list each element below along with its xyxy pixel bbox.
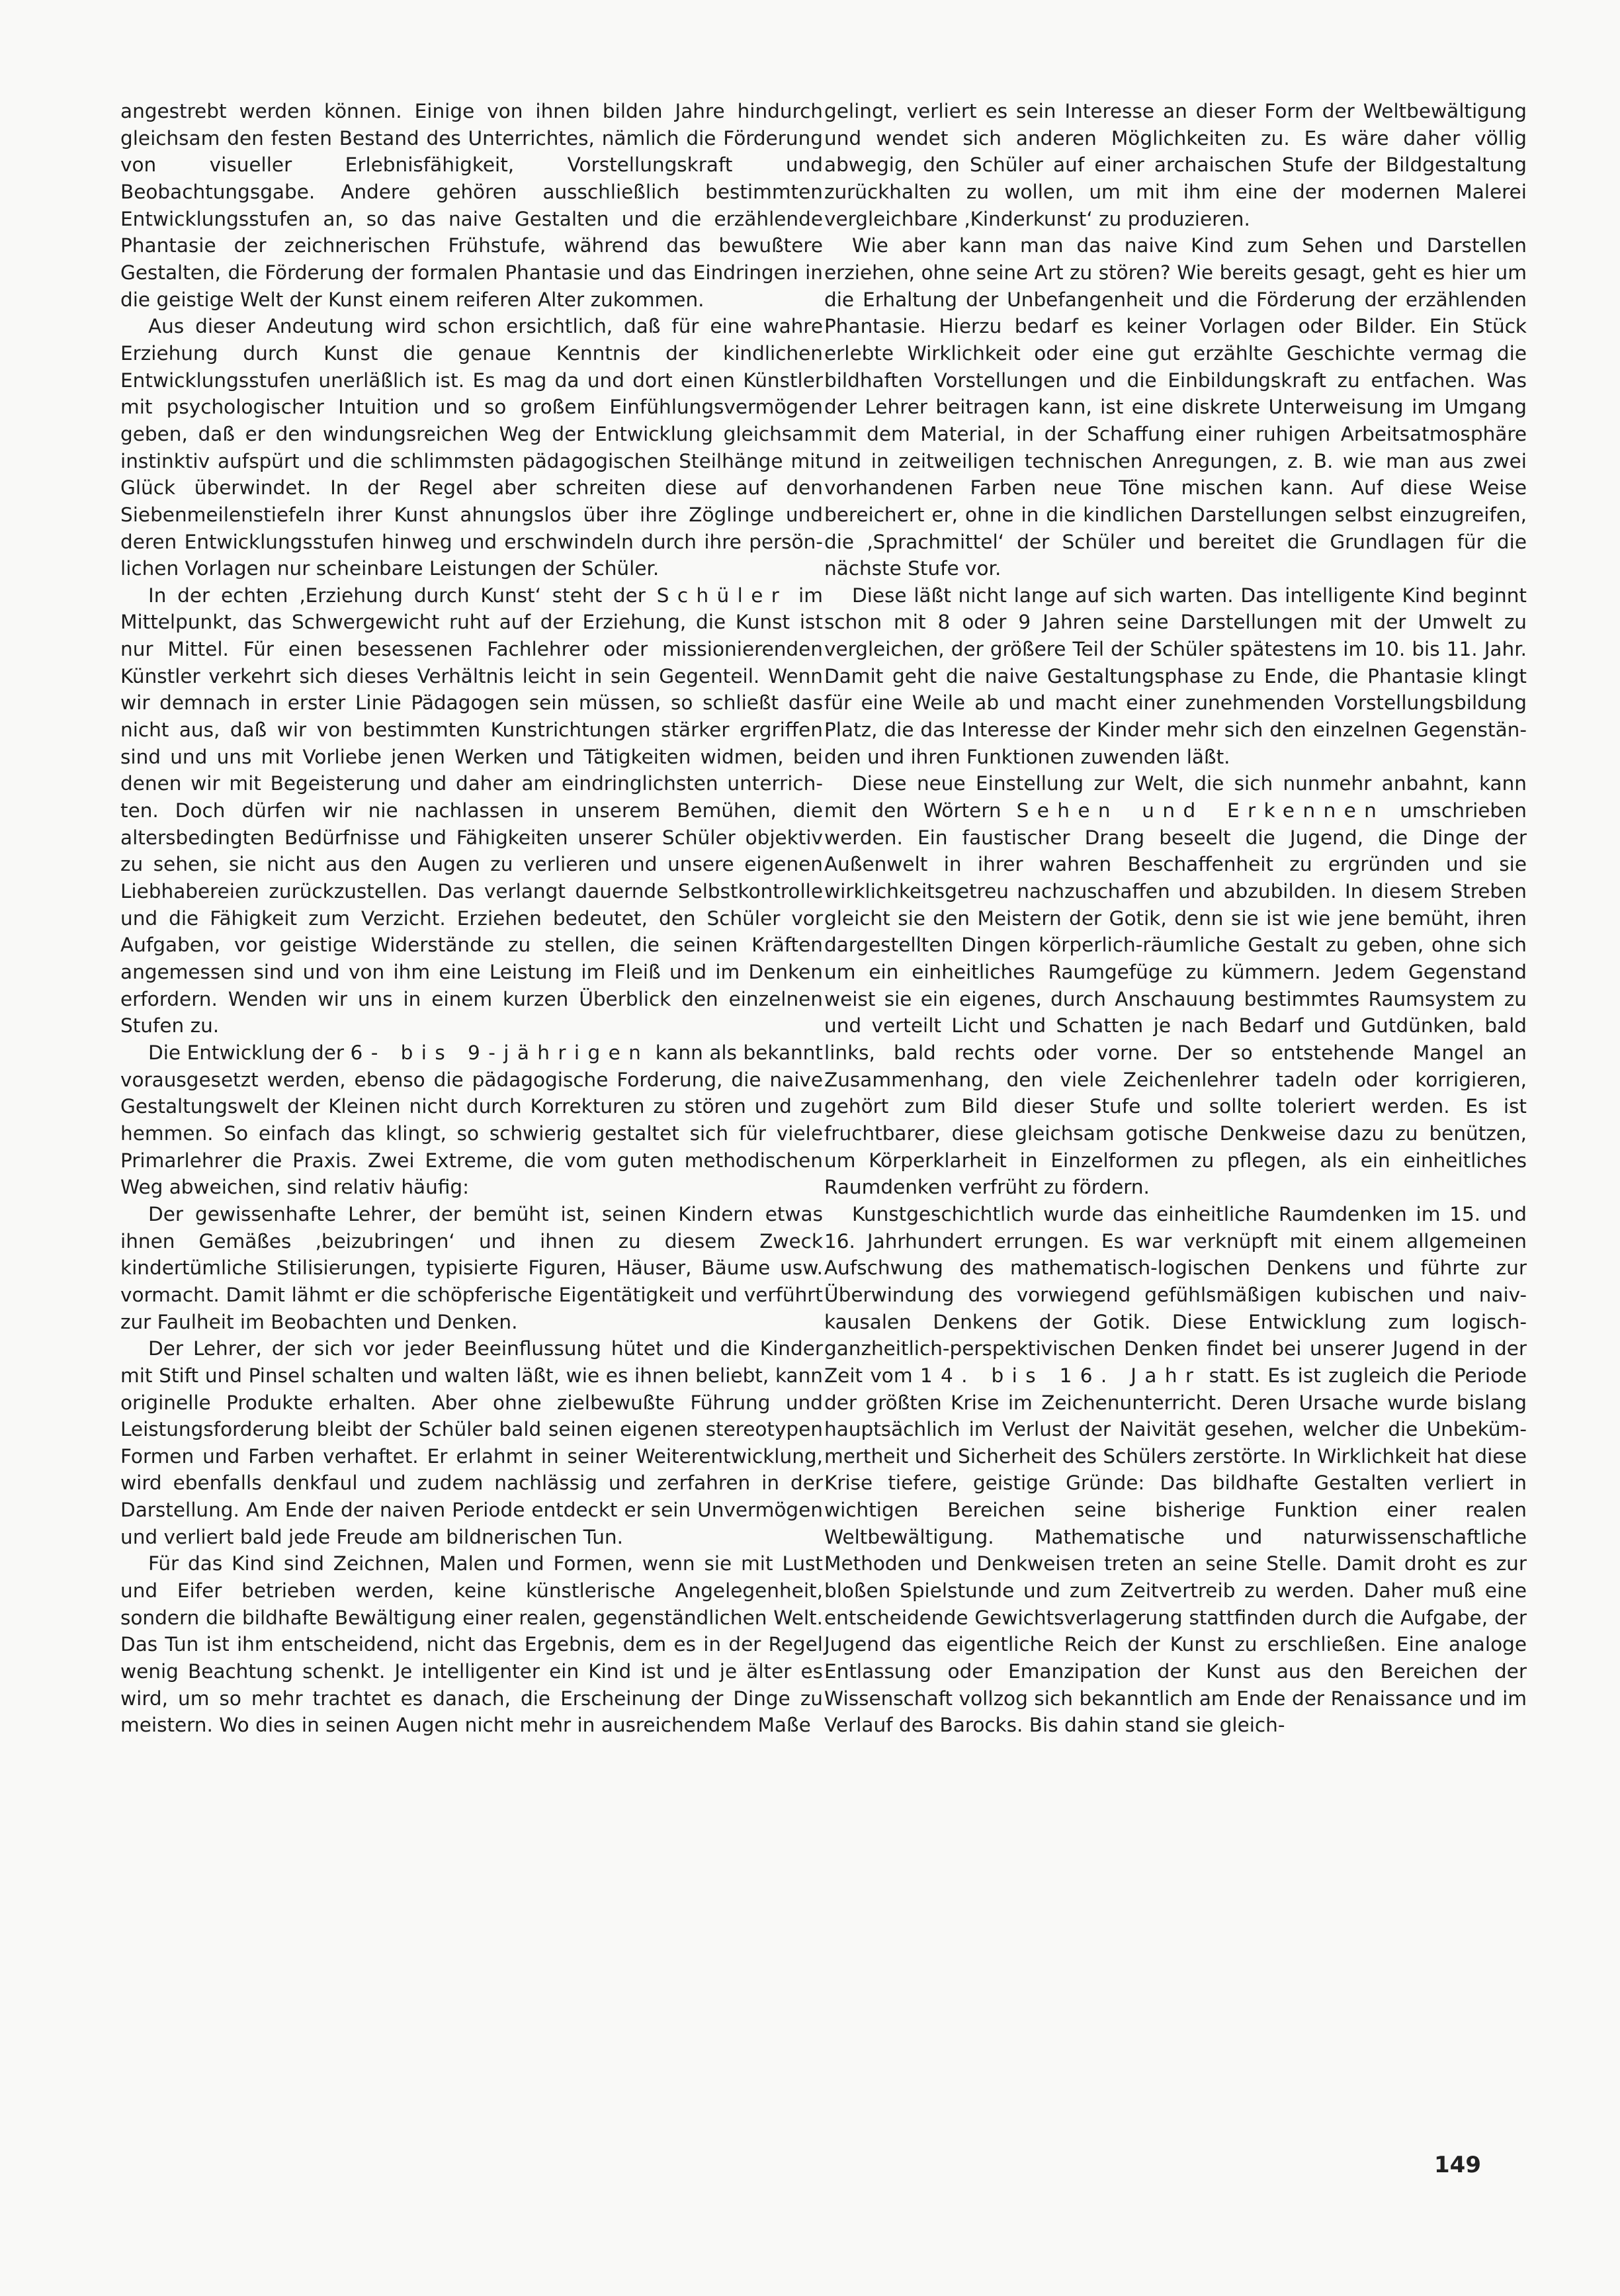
text-segment: kann als bekannt vorausgesetzt werden, ebenso die pädagogische Forderung, die naive Gestaltungswelt der Kleinen nicht durch Korrekturen zu stören und zu hemmen. So einfach das klingt, so schwierig gestaltet sich für viele Primarlehrer die Praxis. Zwei Extreme, die vom guten methodischen Weg abweichen, sind relativ häufig: xyxy=(120,1041,824,1199)
text-segment: umschrieben werden. Ein faustischer Drang beseelt die Jugend, die Dinge der Außenwelt in ihrer wahren Beschaffenheit zu ergründen und sie wirklichkeitsgetreu nachzuschaffen und abzubilden. In diesem Streben gleicht sie den Meistern der Gotik, denn sie ist wie jene bemüht, ihren dargestellten Dingen körperlich-räumliche Gestalt zu geben, ohne sich um ein einheitliches Raumgefüge zu kümmern. Jedem Gegenstand weist sie ein eigenes, durch Anschauung bestimmtes Raumsystem zu und verteilt Licht und Schatten je nach Bedarf und Gutdünken, bald links, bald rechts oder vorne. Der so entstehende Mangel an Zusammenhang, den viele Zeichenlehrer tadeln oder korrigieren, gehört zum Bild dieser Stufe und sollte toleriert werden. Es ist fruchtbarer, diese gleichsam gotische Denkweise dazu zu benützen, um Körperklarheit in Einzelformen zu pflegen, als ein einheitliches Raumdenken verfrüht zu fördern. xyxy=(824,799,1527,1199)
text-segment: Diese neue Einstellung zur Welt, die sich nunmehr anbahnt, kann mit den Wörtern xyxy=(824,772,1527,822)
paragraph xyxy=(824,770,1527,1201)
paragraph xyxy=(120,1039,823,1201)
page-number: 149 xyxy=(1434,2152,1481,2178)
paragraph xyxy=(824,232,1527,582)
paragraph xyxy=(824,582,1527,771)
text-segment: Der gewissenhafte Lehrer, der bemüht ist, seinen Kindern etwas ihnen Gemäßes ‚beizubringen‘ und ihnen zu diesem Zweck kindertümliche Stilisierungen, typisierte Figuren, Häuser, Bäume usw. vormacht. Damit lähmt er die schöpferische Eigentätigkeit und verführt zur Faulheit im Beobachten und Denken. xyxy=(120,1202,823,1333)
text-segment: Der Lehrer, der sich vor jeder Beeinflussung hütet und die Kinder mit Stift und Pinsel schalten und walten läßt, wie es ihnen beliebt, kann originelle Produkte erhalten. Aber ohne zielbewußte Führung und Leistungsforderung bleibt der Schüler bald seinen eigenen stereotypen Formen und Farben verhaftet. Er erlahmt in seiner Weiterentwicklung, wird ebenfalls denkfaul und zudem nachlässig und zerfahren in der Darstellung. Am Ende der naiven Periode entdeckt er sein Unvermögen und verliert bald jede Freude am bildnerischen Tun. xyxy=(120,1337,823,1548)
text-segment: Für das Kind sind Zeichnen, Malen und Formen, wenn sie mit Lust und Eifer betrieben werden, keine künstlerische Angelegenheit, sondern die bildhafte Bewältigung einer realen, gegenständlichen Welt. Das Tun ist ihm entscheidend, nicht das Ergebnis, dem es in der Regel wenig Beachtung schenkt. Je intelligenter ein Kind ist und je älter es wird, um so mehr trachtet es danach, die Erscheinung der Dinge zu meistern. Wo dies in seinen Augen nicht mehr in ausreichendem Maße xyxy=(120,1552,823,1737)
spaced-emphasis-text: Sehen und Erkennen xyxy=(1016,799,1385,822)
text-segment: im Mittelpunkt, das Schwergewicht ruht auf der Erziehung, die Kunst ist nur Mittel. Für einen besessenen Fachlehrer oder missionierenden Künstler verkehrt sich dieses Verhältnis leicht in sein Gegenteil. Wenn wir demnach in erster Linie Pädagogen sein müssen, so schließt das nicht aus, daß wir von bestimmten Kunstrichtungen stärker ergriffen sind und uns mit Vorliebe jenen Werken und Tätigkeiten widmen, bei denen wir mit Begeisterung und daher am eindringlichsten unterrichten. Doch dürfen wir nie nachlassen in unserem Bemühen, die altersbedingten Bedürfnisse und Fähigkeiten unserer Schüler objektiv zu sehen, sie nicht aus den Augen zu verlieren und unsere eigenen Liebhabereien zurückzustellen. Das verlangt dauernde Selbstkontrolle und die Fähigkeit zum Verzicht. Erziehen bedeutet, den Schüler vor Aufgaben, vor geistige Widerstände zu stellen, die seinen Kräften angemessen sind und von ihm eine Leistung im Fleiß und im Denken erfordern. Wenden wir uns in einem kurzen Überblick den einzelnen Stufen zu. xyxy=(120,584,823,1038)
text-segment: Die Entwicklung der xyxy=(148,1041,351,1064)
text-segment: Kunstgeschichtlich wurde das einheitliche Raumdenken im 15. und 16. Jahrhundert errungen. Es war verknüpft mit einem allgemeinen Aufschwung des mathematisch-logischen Denkens und führte zur Überwindung des vorwiegend gefühlsmäßigen kubischen und naiv-kausalen Denkens der Gotik. Diese Entwicklung zum logisch-ganzheitlich-perspektivischen Denken findet bei unserer Jugend in der Zeit vom xyxy=(824,1202,1527,1387)
text-segment: Aus dieser Andeutung wird schon ersichtlich, daß für eine wahre Erziehung durch Kunst die genaue Kenntnis der kindlichen Entwicklungsstufen unerläßlich ist. Es mag da und dort einen Künstler mit psychologischer Intuition und so großem Einfühlungsvermögen geben, daß er den windungsreichen Weg der Entwicklung gleichsam instinktiv aufspürt und die schlimmsten pädagogischen Steilhänge mit Glück überwindet. In der Regel aber schreiten diese auf den Siebenmeilenstiefeln ihrer Kunst ahnungslos über ihre Zöglinge und deren Entwicklungsstufen hinweg und erschwindeln durch ihre persönlichen Vorlagen nur scheinbare Leistungen der Schüler. xyxy=(120,315,823,580)
paragraph xyxy=(120,582,823,1039)
text-segment: statt. Es ist zugleich die Periode der größten Krise im Zeichenunterricht. Deren Ursache wurde bislang hauptsächlich im Verlust der Naivität gesehen, welcher die Unbekümmertheit und Sicherheit des Schülers zerstörte. In Wirklichkeit hat diese Krise tiefere, geistige Gründe: Das bildhafte Gestalten verliert in wichtigen Bereichen seine bisherige Funktion einer realen Weltbewältigung. Mathematische und naturwissenschaftliche Methoden und Denkweisen treten an seine Stelle. Damit droht es zur bloßen Spielstunde und zum Zeitvertreib zu werden. Daher muß eine entscheidende Gewichtsverlagerung stattfinden durch die Aufgabe, der Jugend das eigentliche Reich der Kunst zu erschließen. Eine analoge Entlassung oder Emanzipation der Kunst aus den Bereichen der Wissenschaft vollzog sich bekanntlich am Ende der Renaissance und im Verlauf des Barocks. Bis dahin stand sie gleich- xyxy=(824,1364,1527,1737)
spaced-emphasis-text: Schüler xyxy=(656,584,788,607)
spaced-emphasis-text: 14. bis 16. Jahr xyxy=(919,1364,1202,1387)
paragraph xyxy=(824,98,1527,232)
paragraph xyxy=(824,1201,1527,1739)
text-segment: gelingt, verliert es sein Interesse an dieser Form der Weltbewältigung und wendet sich anderen Möglichkeiten zu. Es wäre daher völlig abwegig, den Schüler auf einer archaischen Stufe der Bildgestaltung zurückhalten zu wollen, um mit ihm eine der modernen Malerei vergleichbare ‚Kinderkunst‘ zu produzieren. xyxy=(824,100,1527,230)
right-text-column xyxy=(824,98,1527,1739)
paragraph xyxy=(120,1335,823,1550)
left-text-column xyxy=(120,98,823,1739)
text-segment: In der echten ‚Erziehung durch Kunst‘ steht der xyxy=(148,584,657,607)
text-segment: angestrebt werden können. Einige von ihnen bilden Jahre hindurch gleichsam den festen Bestand des Unterrichtes, nämlich die Förderung von visueller Erlebnisfähigkeit, Vorstellungskraft und Beobachtungsgabe. Andere gehören ausschließlich bestimmten Entwicklungsstufen an, so das naive Gestalten und die erzählende Phantasie der zeichnerischen Frühstufe, während das bewußtere Gestalten, die Förderung der formalen Phantasie und das Eindringen in die geistige Welt der Kunst einem reiferen Alter zukommen. xyxy=(120,100,823,311)
spaced-emphasis-text: 6- bis 9-jährigen xyxy=(350,1041,650,1064)
paragraph xyxy=(120,1550,823,1739)
paragraph xyxy=(120,98,823,313)
text-segment: Diese läßt nicht lange auf sich warten. Das intelligente Kind beginnt schon mit 8 oder 9 Jahren seine Darstellungen mit der Umwelt zu vergleichen, der größere Teil der Schüler spätestens im 10. bis 11. Jahr. Damit geht die naive Gestaltungsphase zu Ende, die Phantasie klingt für eine Weile ab und macht einer zunehmenden Vorstellungsbildung Platz, die das Interesse der Kinder mehr sich den einzelnen Gegenständen und ihren Funktionen zuwenden läßt. xyxy=(824,584,1527,768)
paragraph xyxy=(120,1201,823,1335)
text-segment: Wie aber kann man das naive Kind zum Sehen und Darstellen erziehen, ohne seine Art zu stören? Wie bereits gesagt, geht es hier um die Erhaltung der Unbefangenheit und die Förderung der erzählenden Phantasie. Hierzu bedarf es keiner Vorlagen oder Bilder. Ein Stück erlebte Wirklichkeit oder eine gut erzählte Geschichte vermag die bildhaften Vorstellungen und die Einbildungskraft zu entfachen. Was der Lehrer beitragen kann, ist eine diskrete Unterweisung im Umgang mit dem Material, in der Schaffung einer ruhigen Arbeitsatmosphäre und in zeitweiligen technischen Anregungen, z. B. wie man aus zwei vorhandenen Farben neue Töne mischen kann. Auf diese Weise bereichert er, ohne in die kindlichen Darstellungen selbst einzugreifen, die ‚Sprachmittel‘ der Schüler und bereitet die Grundlagen für die nächste Stufe vor. xyxy=(824,234,1527,580)
paragraph xyxy=(120,313,823,582)
